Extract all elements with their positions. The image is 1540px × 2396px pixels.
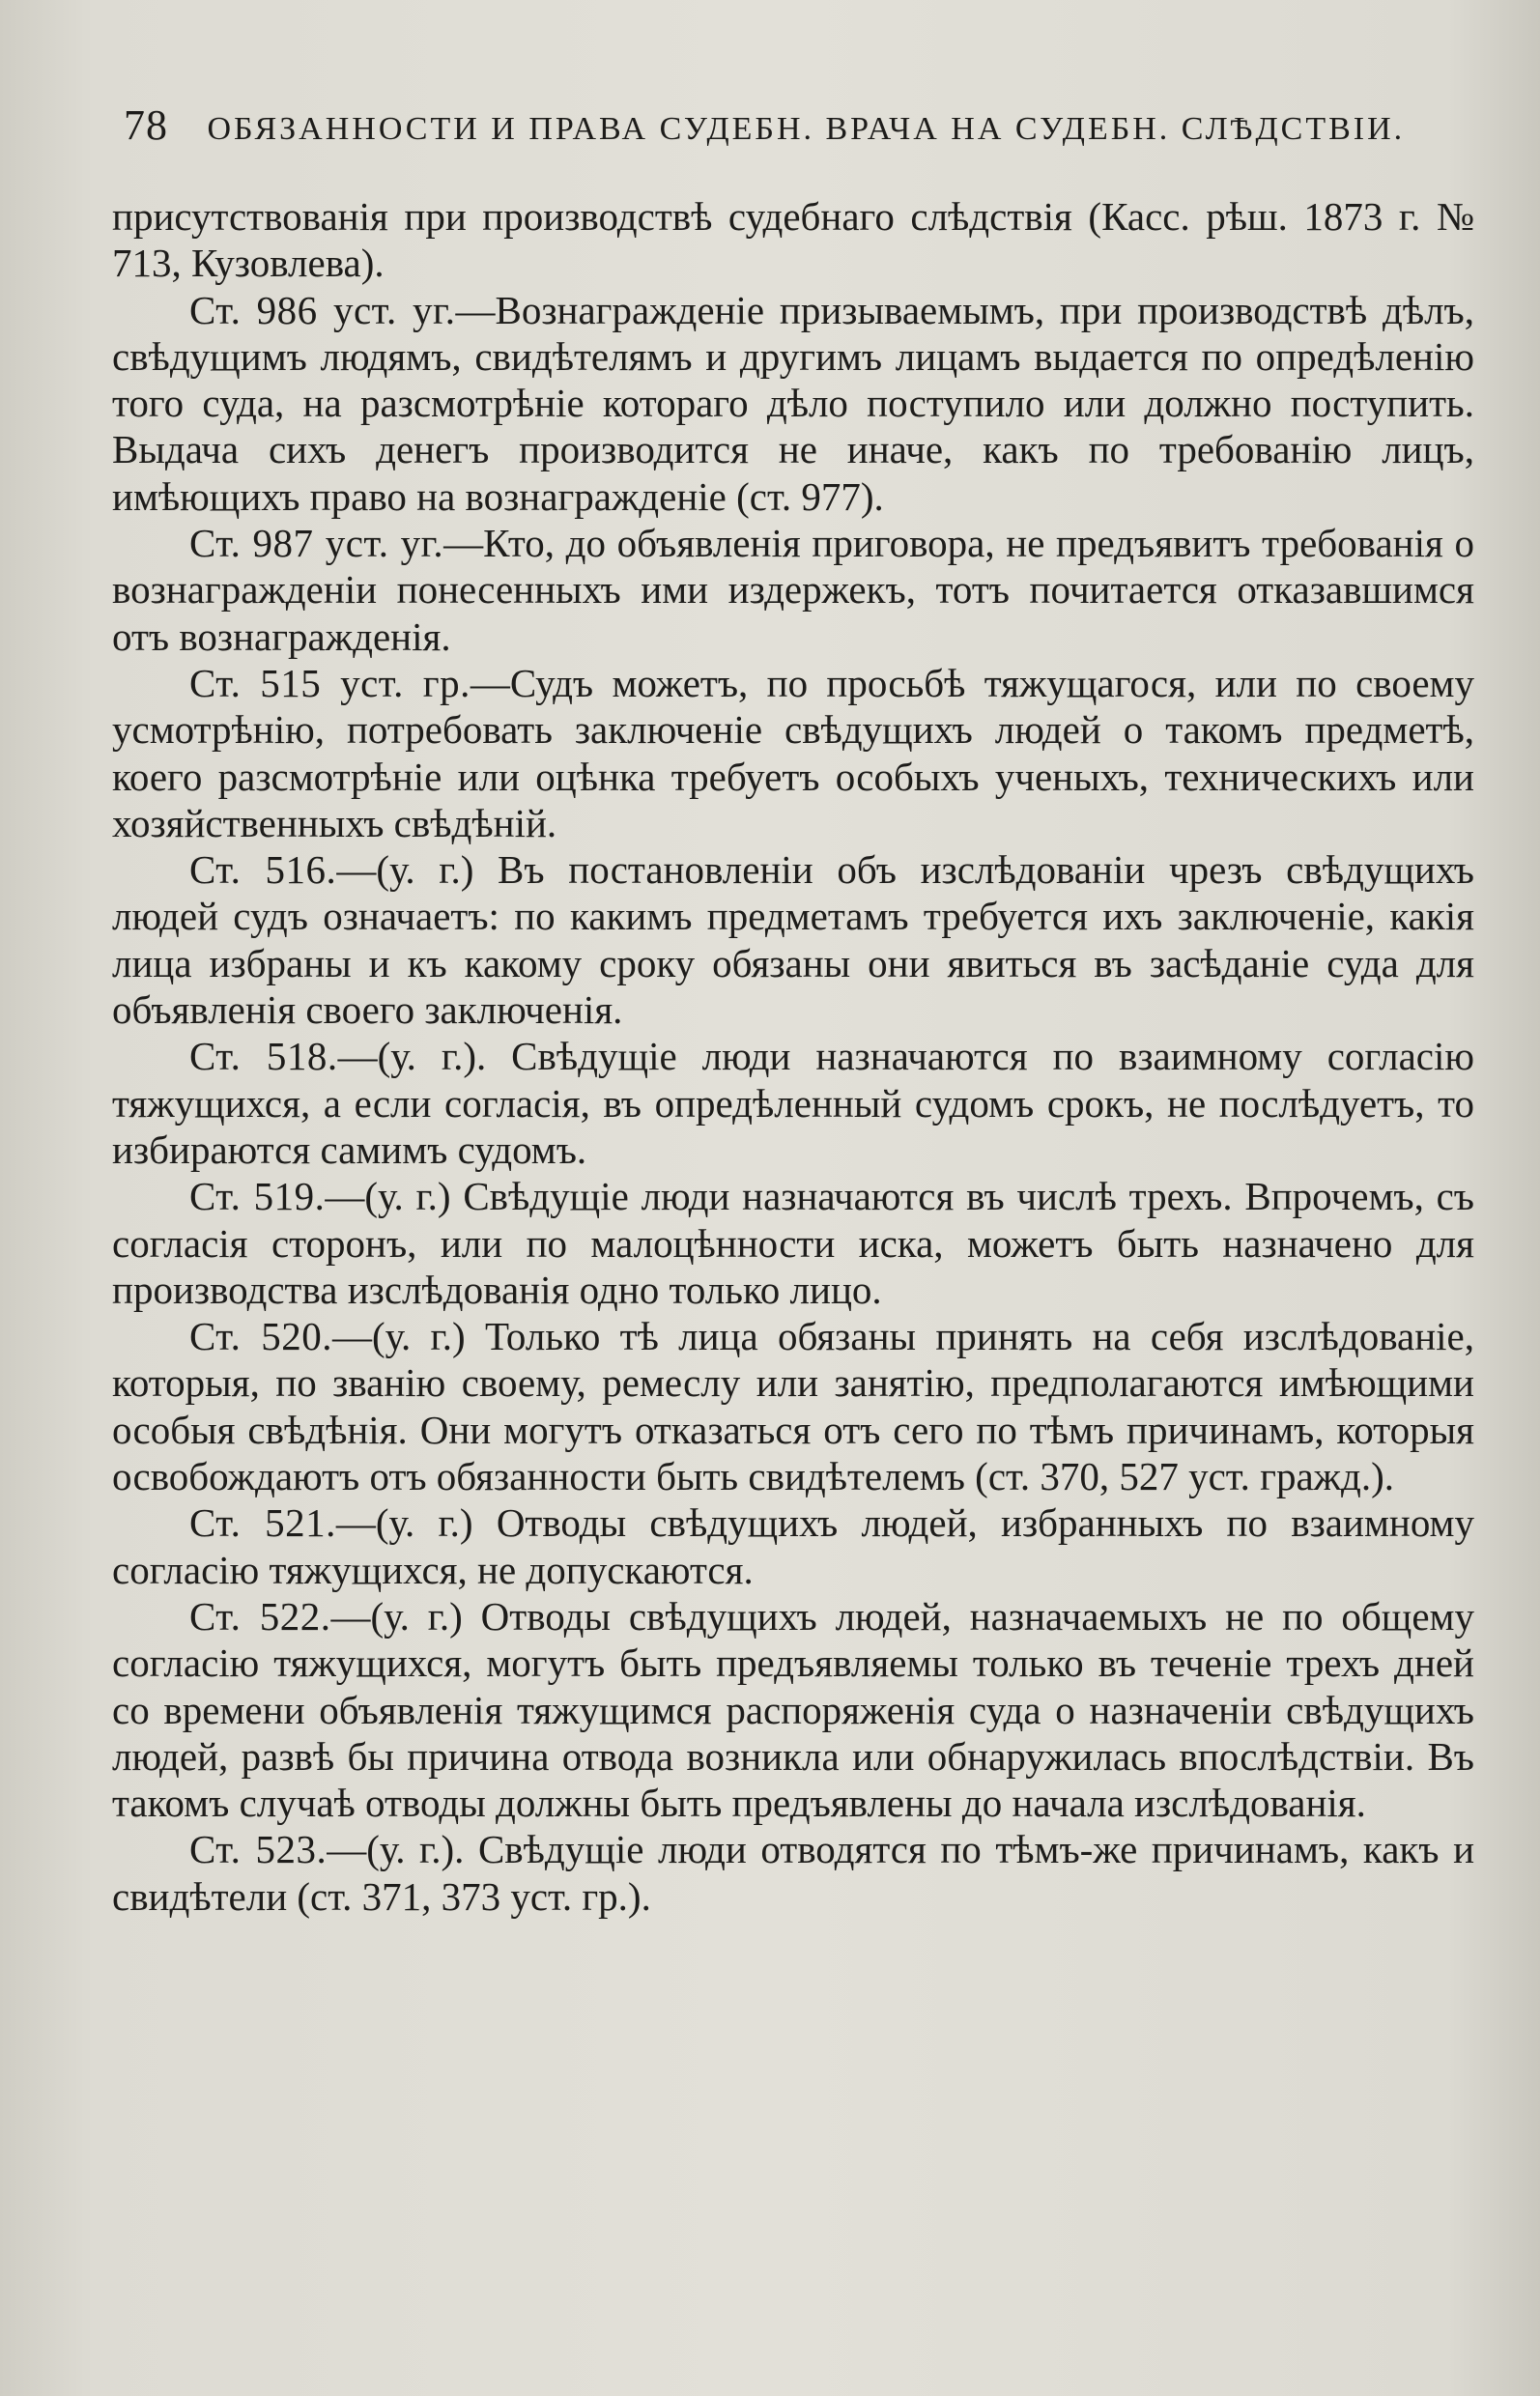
body-text (112, 193, 1474, 1920)
page-number: 78 (124, 101, 168, 149)
running-title: ОБЯЗАННОСТИ И ПРАВА СУДЕБН. ВРАЧА НА СУДЕБН. СЛѢДСТВIИ. (207, 111, 1406, 147)
article-reference: Ст. 522. (189, 1593, 331, 1639)
paragraph-text: —(у. г.). Свѣдущіе люди назначаются по взаимному согласію тяжущихся, а если согласія, въ опредѣленный судомъ срокъ, не послѣдуетъ, то избираются самимъ судомъ. (112, 1034, 1474, 1172)
article-reference: Ст. 523. (189, 1827, 328, 1872)
paragraph-text: —(у. г.). Свѣдущіе люди отводятся по тѣмъ-же причинамъ, какъ и свидѣтели (ст. 371, 373 уст. гр.). (112, 1827, 1475, 1919)
article-986 (112, 287, 1474, 520)
paragraph-text: —Судъ можетъ, по просьбѣ тяжущагося, или по своему усмотрѣнію, потребовать заключеніе свѣдущихъ людей о такомъ предметѣ, коего разсмотрѣніе или оцѣнка требуетъ особыхъ ученыхъ, техническихъ или хозяйственныхъ свѣдѣній. (112, 660, 1474, 845)
article-518 (112, 1033, 1474, 1173)
paragraph-text: —(у. г.) Отводы свѣдущихъ людей, назначаемыхъ не по общему согласію тяжущихся, могутъ быть предъявляемы только въ теченіе трехъ дней со времени объявленія тяжущимся распоряженія суда о назначеніи свѣдущихъ людей, развѣ бы причина отвода возникла или обнаружилась впослѣдствіи. Въ такомъ случаѣ отводы должны быть предъявлены до начала изслѣдованія. (112, 1593, 1475, 1826)
paragraph-text: —(у. г.) Въ постановленіи объ изслѣдованіи чрезъ свѣдущихъ людей судъ означаетъ: по какимъ предметамъ требуется ихъ заключеніе, какія лица избраны и къ какому сроку обязаны они явиться въ засѣданіе суда для объявленія своего заключенія. (112, 847, 1474, 1033)
paragraph-text: —Вознагражденіе призываемымъ, при производствѣ дѣлъ, свѣдущимъ людямъ, свидѣтелямъ и другимъ лицамъ выдается по опредѣленію того суда, на разсмотрѣніе котораго дѣло поступило или должно поступить. Выдача сихъ денегъ производится не иначе, какъ по требованію лицъ, имѣющихъ право на вознагражденіе (ст. 977). (112, 287, 1474, 519)
article-reference: Ст. 987 уст. уг. (189, 521, 444, 566)
article-523 (112, 1826, 1474, 1920)
article-reference: Ст. 520. (189, 1314, 332, 1359)
article-987 (112, 520, 1474, 660)
paragraph-text: —Кто, до объявленія приговора, не предъявитъ требованія о вознагражденіи понесенныхъ ими издержекъ, тотъ почитается отказавшимся отъ вознагражденія. (112, 521, 1474, 659)
article-520 (112, 1313, 1474, 1499)
paragraph-text: присутствованія при производствѣ судебнаго слѣдствія (Касс. рѣш. 1873 г. № 713, Кузовлева). (112, 194, 1474, 286)
article-515 (112, 660, 1474, 846)
article-reference: Ст. 521. (189, 1500, 336, 1546)
article-reference: Ст. 986 уст. уг. (189, 287, 456, 332)
article-519 (112, 1173, 1474, 1313)
article-reference: Ст. 516. (189, 847, 337, 893)
article-516 (112, 846, 1474, 1033)
article-521 (112, 1499, 1474, 1593)
paragraph-text: —(у. г.) Только тѣ лица обязаны принять на себя изслѣдованіе, которыя, по званію своему, ремеслу или занятію, предполагаются имѣющими особыя свѣдѣнія. Они могутъ отказаться отъ сего по тѣмъ причинамъ, которыя освобождаютъ отъ обязанности быть свидѣтелемъ (ст. 370, 527 уст. гражд.). (112, 1314, 1475, 1499)
article-522 (112, 1593, 1474, 1826)
paragraph-text: —(у. г.) Свѣдущіе люди назначаются въ числѣ трехъ. Впрочемъ, съ согласія сторонъ, или по малоцѣнности иска, можетъ быть назначено для производства изслѣдованія одно только лицо. (112, 1174, 1474, 1312)
article-reference: Ст. 518. (189, 1034, 338, 1079)
article-reference: Ст. 515 уст. гр. (189, 660, 471, 705)
page-header (124, 100, 1418, 158)
paragraph-text: —(у. г.) Отводы свѣдущихъ людей, избранныхъ по взаимному согласію тяжущихся, не допускаются. (112, 1500, 1475, 1592)
article-reference: Ст. 519. (189, 1174, 326, 1219)
paragraph-continuation (112, 193, 1474, 287)
